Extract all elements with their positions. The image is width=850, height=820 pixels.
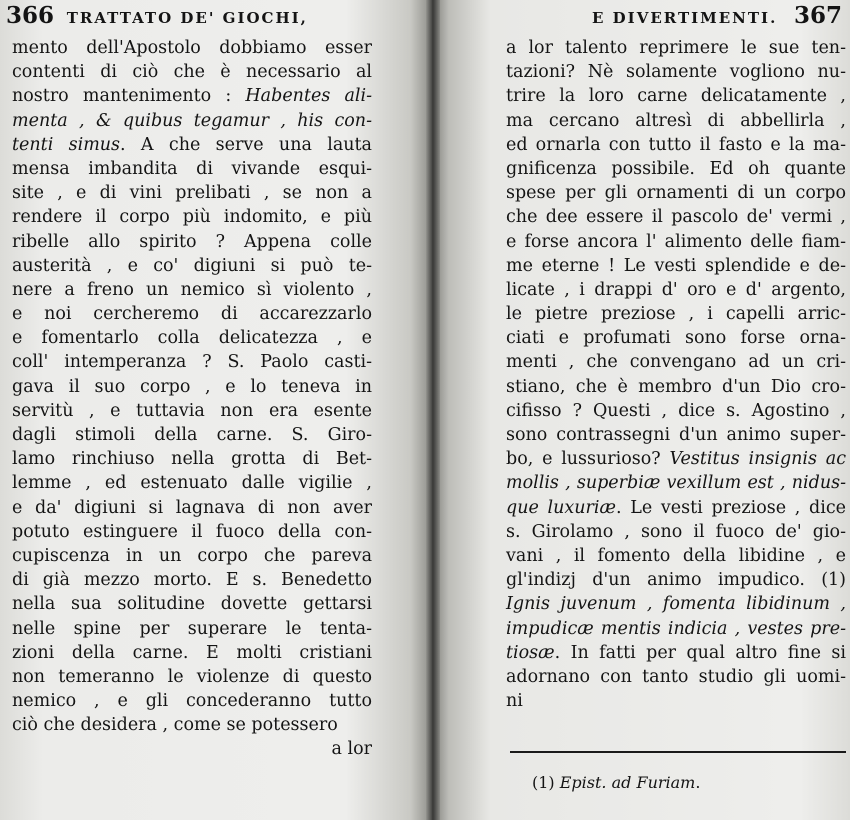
text-run: lemme , ed estenuato dalle vigilie , xyxy=(12,473,372,494)
text-run: menti , che convengano ad un cri- xyxy=(506,352,846,373)
text-run: le pietre preziose , i capelli arric- xyxy=(506,304,846,325)
latin-quote: Ignis juvenum , fomenta libidinum , xyxy=(506,594,846,615)
text-line xyxy=(506,520,846,544)
text-line xyxy=(506,326,846,350)
text-line xyxy=(506,157,846,181)
text-line xyxy=(506,447,846,471)
text-run: . In fatti per qual altro fine si xyxy=(554,642,846,663)
page-number: 366 xyxy=(6,2,55,29)
footnote-text: . xyxy=(695,773,701,792)
text-line xyxy=(12,520,372,544)
text-line xyxy=(12,399,372,423)
footnote-rule xyxy=(510,751,846,753)
latin-quote: Habentes ali- xyxy=(245,86,373,107)
text-run: cifisso ? Questi , dice s. Agostino , xyxy=(506,400,846,421)
text-run: site , e di vini prelibati , se non a xyxy=(12,183,372,204)
text-line xyxy=(506,399,846,423)
text-run: di già mezzo morto. E s. Benedetto xyxy=(12,570,372,591)
text-line xyxy=(12,84,372,108)
text-line xyxy=(12,617,372,641)
text-run: ed ornarla con tutto il fasto e la ma- xyxy=(506,134,846,155)
text-run: coll' intemperanza ? S. Paolo casti- xyxy=(12,352,372,373)
text-line xyxy=(12,36,372,60)
text-run: ciò che desidera , come se potessero xyxy=(12,715,338,736)
text-run: adornano con tanto studio gli uomi- xyxy=(506,666,846,687)
text-line xyxy=(506,592,846,616)
text-line xyxy=(506,617,846,641)
text-line xyxy=(506,36,846,60)
text-line xyxy=(506,109,846,133)
text-run: lamo rinchiuso nella grotta di Bet- xyxy=(12,449,372,470)
text-run: trire la loro carne delicatamente , xyxy=(506,86,846,107)
text-run: stiano, che è membro d'un Dio cro- xyxy=(506,376,846,397)
text-line xyxy=(12,109,372,133)
text-run: non temeranno le violenze di questo xyxy=(12,666,372,687)
text-run: nemico , e gli concederanno tutto xyxy=(12,691,372,712)
text-line xyxy=(12,205,372,229)
text-run: e fomentarlo colla delicatezza , e xyxy=(12,328,372,349)
text-line xyxy=(12,254,372,278)
latin-quote: impudicæ mentis indicia , vestes pre- xyxy=(506,618,846,639)
text-line xyxy=(12,326,372,350)
text-run: austerità , e co' digiuni si può te- xyxy=(12,255,372,276)
text-run: mensa imbandita di vivande esqui- xyxy=(12,158,372,179)
text-line xyxy=(12,496,372,520)
text-line xyxy=(12,713,372,737)
text-run: licate , i drappi d' oro e d' argento, xyxy=(506,279,846,300)
text-line xyxy=(12,133,372,157)
text-line xyxy=(12,689,372,713)
text-line xyxy=(12,181,372,205)
text-run: cupiscenza in un corpo che pareva xyxy=(12,545,372,566)
text-run: bo, e lussurioso? xyxy=(506,449,670,470)
text-line xyxy=(506,568,846,592)
text-line xyxy=(12,592,372,616)
text-run: nelle spine per superare le tenta- xyxy=(12,618,372,639)
text-line xyxy=(506,60,846,84)
text-run: . Le vesti preziose , dice xyxy=(615,497,846,518)
text-run: gava il suo corpo , e lo teneva in xyxy=(12,376,372,397)
text-line xyxy=(12,423,372,447)
text-run: e noi cercheremo di accarezzarlo xyxy=(12,304,372,325)
text-line xyxy=(12,302,372,326)
text-run: s. Girolamo , sono il fuoco de' gio- xyxy=(506,521,846,542)
right-page-header xyxy=(592,2,842,32)
text-run: a lor talento reprimere le sue ten- xyxy=(506,38,846,58)
text-line xyxy=(12,544,372,568)
text-line xyxy=(12,447,372,471)
latin-quote: que luxuriæ xyxy=(506,497,616,518)
text-line xyxy=(506,471,846,495)
text-line xyxy=(506,181,846,205)
text-run: dagli stimoli della carne. S. Giro- xyxy=(12,425,372,445)
text-line xyxy=(506,689,846,713)
text-run: nostro mantenimento : xyxy=(12,86,246,107)
text-run: . A che serve una lauta xyxy=(120,134,372,155)
text-line xyxy=(506,350,846,374)
text-line xyxy=(506,641,846,665)
text-line xyxy=(506,423,846,447)
text-run: ma cercano altresì di abbellirla , xyxy=(506,110,846,131)
text-run: gl'indizj d'un animo impudico. (1) xyxy=(506,570,846,591)
text-run: nere a freno un nemico sì violento , xyxy=(12,279,372,300)
text-run: e forse ancora l' alimento delle fiam- xyxy=(506,231,846,252)
text-run: che dee essere il pascolo de' vermi , xyxy=(506,207,846,228)
text-line xyxy=(12,641,372,665)
text-run: tazioni? Nè solamente vogliono nu- xyxy=(506,62,846,83)
text-line xyxy=(506,665,846,689)
text-run: ni xyxy=(506,691,523,712)
latin-quote: tenti simus xyxy=(12,134,121,155)
left-page-body xyxy=(12,36,372,762)
text-line xyxy=(12,230,372,254)
text-run: rendere il corpo più indomito, e più xyxy=(12,207,372,228)
latin-quote: menta , & quibus tegamur , his con- xyxy=(12,110,372,131)
latin-quote: mollis , superbiæ vexillum est , nidus- xyxy=(506,473,846,494)
running-head: TRATTATO DE' GIOCHI, xyxy=(66,9,308,27)
text-run: sono contrassegni d'un animo super- xyxy=(506,425,846,445)
text-line xyxy=(12,278,372,302)
text-line xyxy=(12,157,372,181)
footnote-citation: Epist. ad Furiam xyxy=(559,773,696,792)
text-line xyxy=(506,302,846,326)
text-run: nella sua solitudine dovette gettarsi xyxy=(12,594,372,615)
text-line xyxy=(506,375,846,399)
text-run: servitù , e tuttavia non era esente xyxy=(12,400,372,421)
text-line xyxy=(12,665,372,689)
text-run: contenti di ciò che è necessario al xyxy=(12,62,372,83)
text-run: me eterne ! Le vesti splendide e de- xyxy=(506,255,846,276)
right-page xyxy=(432,0,850,820)
running-head: E DIVERTIMENTI. xyxy=(592,9,778,27)
right-page-body xyxy=(506,36,846,713)
left-page-header xyxy=(6,2,308,32)
text-run: ribelle allo spirito ? Appena colle xyxy=(12,231,372,252)
text-line xyxy=(12,350,372,374)
text-line xyxy=(506,278,846,302)
text-run: potuto estinguere il fuoco della con- xyxy=(12,521,372,542)
text-line xyxy=(506,84,846,108)
text-line xyxy=(506,230,846,254)
text-run: e da' digiuni si lagnava di non aver xyxy=(12,497,372,518)
text-line xyxy=(506,496,846,520)
text-run: zioni della carne. E molti cristiani xyxy=(12,642,372,663)
text-line xyxy=(506,133,846,157)
text-run: mento dell'Apostolo dobbiamo esser xyxy=(12,38,372,58)
footnote xyxy=(532,773,700,792)
text-line xyxy=(12,60,372,84)
text-line xyxy=(12,568,372,592)
text-line xyxy=(506,254,846,278)
footnote-text: (1) xyxy=(532,773,560,792)
text-run: spese per gli ornamenti di un corpo xyxy=(506,183,846,204)
text-run: ciati e profumati sono forse orna- xyxy=(506,328,846,349)
catchword: a lor xyxy=(331,739,372,760)
text-line xyxy=(506,205,846,229)
text-line xyxy=(12,471,372,495)
text-line xyxy=(506,544,846,568)
latin-quote: tiosæ xyxy=(506,642,555,663)
text-line xyxy=(12,375,372,399)
text-run: gnificenza possibile. Ed oh quante xyxy=(506,158,846,179)
text-run: vani , il fomento della libidine , e xyxy=(506,545,846,566)
latin-quote: Vestitus insignis ac xyxy=(669,449,846,470)
page-number: 367 xyxy=(793,2,842,29)
